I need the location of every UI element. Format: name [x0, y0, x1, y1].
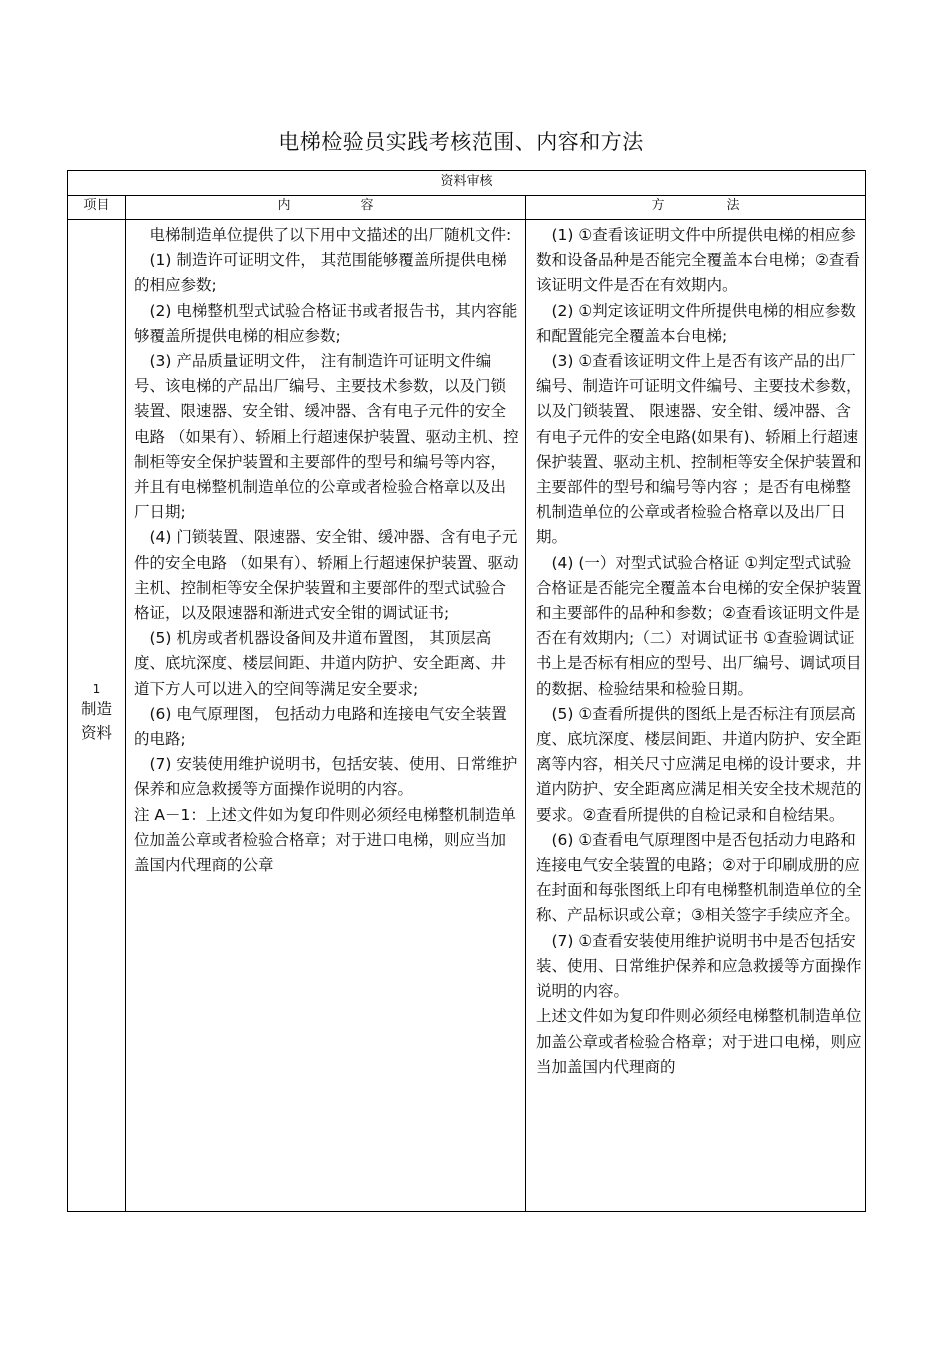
method-paragraph: (7) ①查看安装使用维护说明书中是否包括安装、使用、日常维护保养和应急救援等方面操作说明的内容。 — [536, 931, 862, 1001]
column-header-item: 项目 — [83, 198, 110, 213]
item-name-line: 资料 — [80, 724, 112, 742]
method-paragraph: (4) (一）对型式试验合格证 ①判定型式试验合格证是否能完全覆盖本台电梯的安全保护装置和主要部件的品种和参数；②查看该证明文件是否在有效期内;（二）对调试证书 ①查验调试证书上是否标有相应的型号、出厂编号、调试项目的数据、检验结果和检验日期。 — [536, 553, 862, 698]
column-divider — [125, 195, 126, 1211]
item-cell — [68, 681, 125, 745]
method-paragraph: (3) ①查看该证明文件上是否有该产品的出厂编号、制造许可证明文件编号、主要技术参数， 以及门锁装置、 限速器、安全钳、缓冲器、含有电子元件的安全电路(如果有)、轿厢上行超速保护装置、驱动主机、控制柜等安全保护装置和主要部件的型号和编号等内容 ；是否有电梯整机制造单位的公章或者检验合格章以及出厂日期。 — [536, 352, 862, 547]
content-paragraph: 电梯制造单位提供了以下用中文描述的出厂随机文件: — [149, 226, 512, 244]
content-paragraph: (3) 产品质量证明文件， 注有制造许可证明文件编号、该电梯的产品出厂编号、主要技术参数，以及门锁装置、限速器、安全钳、缓冲器、含有电子元件的安全电路 （如果有）、轿厢上行超速保护装置、驱动主机、控制柜等安全保护装置和主要部件的型号和编号等内容，并且有电梯整机制造单位的公章或者检验合格章以及出厂日期; — [134, 352, 519, 522]
content-paragraph: (2) 电梯整机型式试验合格证书或者报告书，其内容能够覆盖所提供电梯的相应参数; — [134, 301, 518, 345]
content-note: 注 A－1：上述文件如为复印件则必须经电梯整机制造单位加盖公章或者检验合格章；对于进口电梯，则应当加盖国内代理商的公章 — [134, 805, 516, 875]
method-paragraph: (6) ①查看电气原理图中是否包括动力电路和连接电气安全装置的电路；②对于印刷成册的应在封面和每张图纸上印有电梯整机制造单位的全称、产品标识或公章；③相关签字手续应齐全。 — [536, 830, 862, 925]
method-paragraph: (2) ①判定该证明文件所提供电梯的相应参数和配置能完全覆盖本台电梯; — [536, 301, 856, 345]
content-paragraph: (6) 电气原理图， 包括动力电路和连接电气安全装置的电路; — [134, 704, 507, 749]
item-name-line: 制造 — [80, 700, 112, 718]
section-header: 资料审核 — [68, 171, 865, 196]
column-divider — [525, 195, 526, 1211]
column-header-method: 方法 — [651, 198, 802, 213]
method-note: 上述文件如为复印件则必须经电梯整机制造单位加盖公章或者检验合格章；对于进口电梯，则应当加盖国内代理商的 — [536, 1007, 862, 1076]
content-cell — [134, 223, 520, 878]
content-paragraph: (7) 安装使用维护说明书，包括安装、使用、日常维护保养和应急救援等方面操作说明的内容。 — [134, 755, 518, 799]
method-paragraph: (5) ①查看所提供的图纸上是否标注有顶层高度、底坑深度、楼层间距、井道内防护、安全距离等内容，相关尺寸应满足电梯的设计要求，井道内防护、安全距离应满足相关安全技术规范的要求。②查看所提供的自检记录和自检结果。 — [536, 704, 862, 824]
inspection-table — [67, 170, 866, 1212]
column-header-row — [68, 195, 865, 220]
content-paragraph: (5) 机房或者机器设备间及井道布置图， 其顶层高度、底坑深度、楼层间距、井道内防护、安全距离、井道下方人可以进入的空间等满足安全要求; — [134, 629, 507, 698]
content-paragraph: (4) 门锁装置、限速器、安全钳、缓冲器、含有电子元件的安全电路 （如果有）、轿厢上行超速保护装置、驱动主机、控制柜等安全保护装置和主要部件的型式试验合格证，以及限速器和渐进式安全钳的调试证书; — [134, 528, 519, 623]
method-paragraph: (1) ①查看该证明文件中所提供电梯的相应参数和设备品种是否能完全覆盖本台电梯；②查看该证明文件是否在有效期内。 — [536, 226, 860, 295]
page-title: 电梯检验员实践考核范围、内容和方法 — [278, 130, 644, 154]
content-paragraph: (1) 制造许可证明文件， 其范围能够覆盖所提供电梯的相应参数; — [134, 251, 507, 295]
method-cell — [536, 223, 862, 1080]
item-number: 1 — [92, 682, 101, 696]
column-header-content: 内容 — [277, 198, 444, 213]
